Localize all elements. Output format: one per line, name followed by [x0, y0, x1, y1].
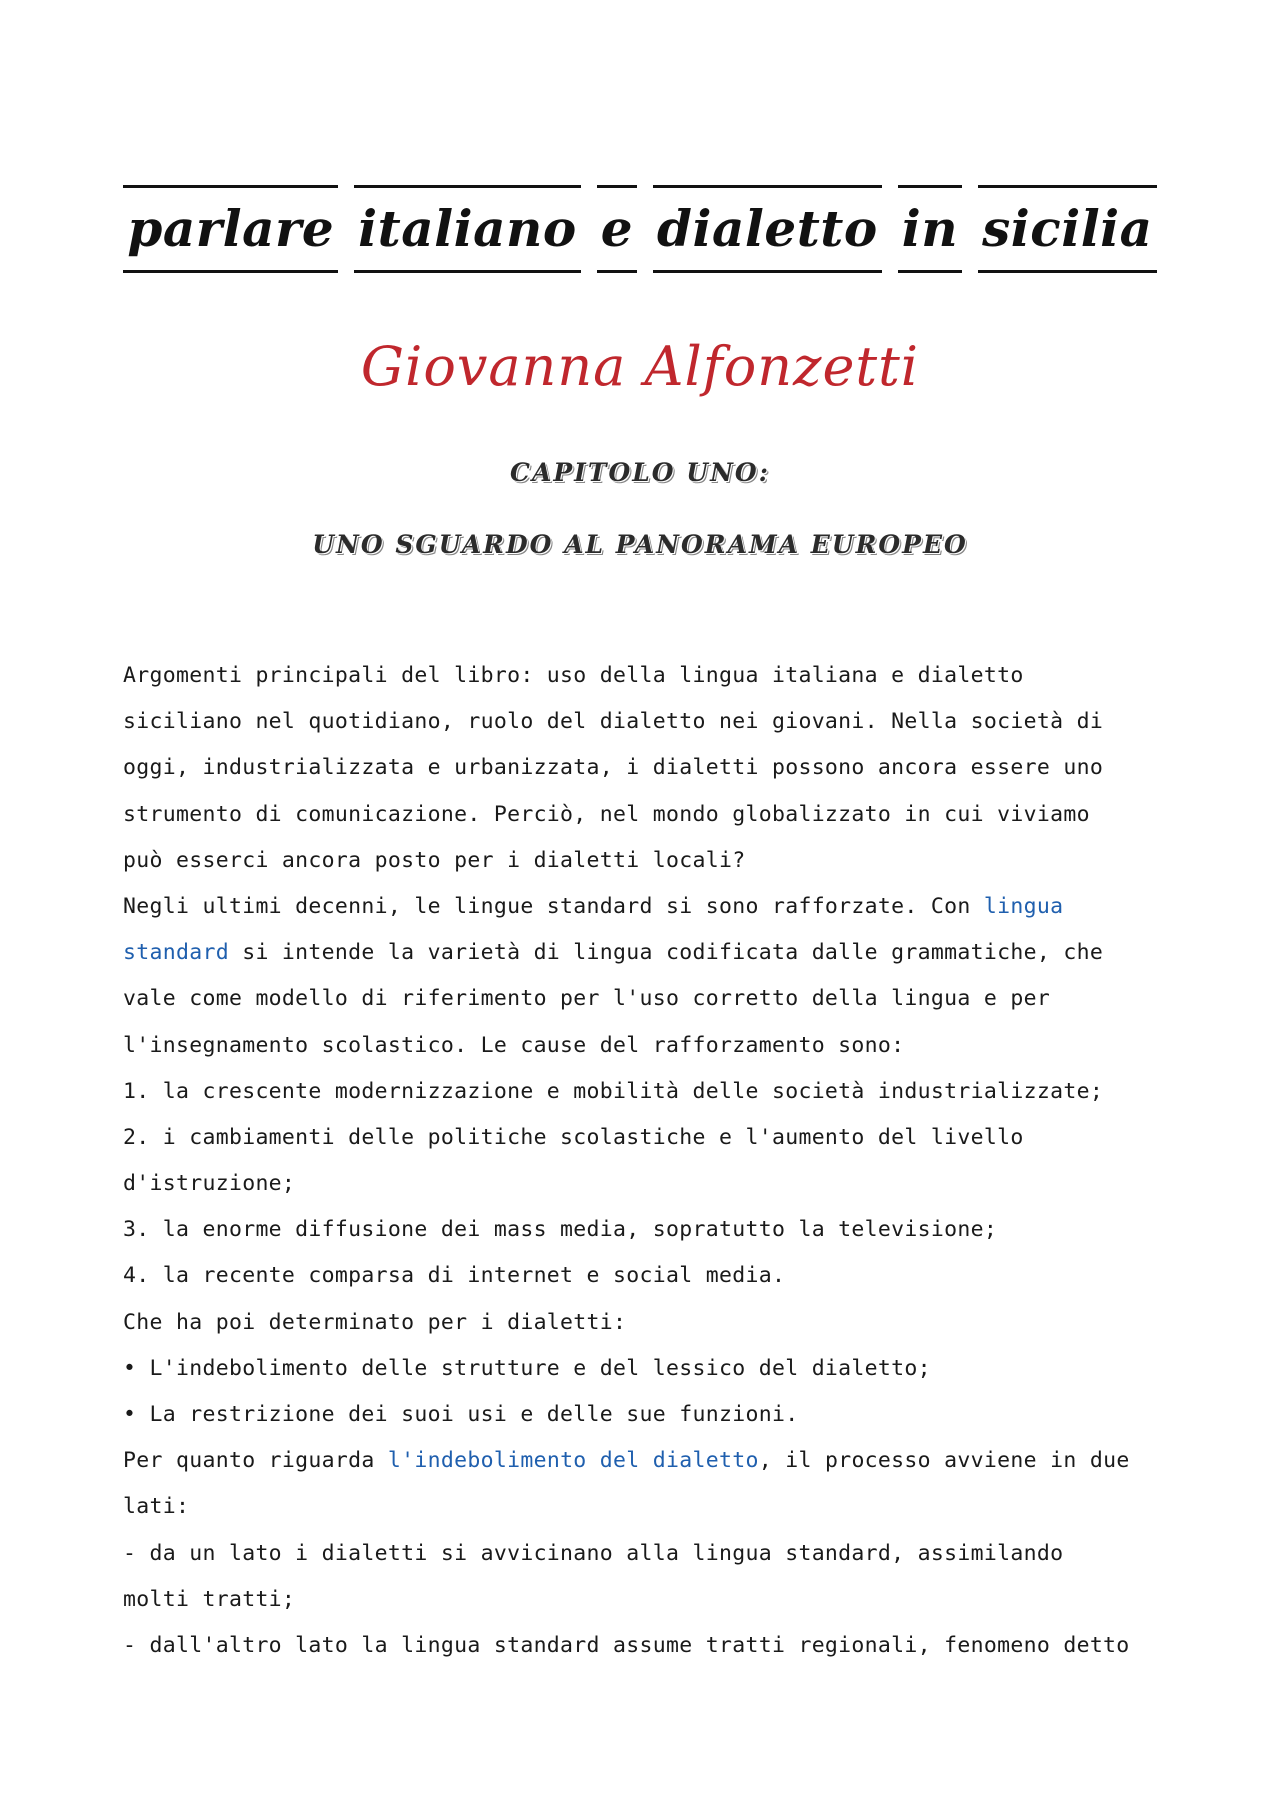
chapter-title-text: UNO SGUARDO AL PANORAMA EUROPEO: [312, 530, 968, 559]
author-name: Giovanna Alfonzetti: [360, 335, 920, 398]
body-line: [123, 930, 1183, 976]
body-text-run: può esserci ancora posto per i dialetti locali?: [123, 847, 746, 873]
body-text-run: l'insegnamento scolastico. Le cause del rafforzamento sono:: [123, 1032, 905, 1058]
body-line: [123, 1531, 1183, 1577]
body-text-run: si intende la varietà di lingua codificata dalle grammatiche, che: [228, 940, 1104, 966]
body-text-run: vale come modello di riferimento per l'uso corretto della lingua e per: [123, 986, 1051, 1012]
title-word: e: [597, 185, 637, 273]
body-text-run: Che ha poi determinato per i dialetti:: [123, 1309, 627, 1335]
highlighted-term: lingua: [983, 893, 1064, 919]
highlighted-term: standard: [123, 940, 229, 966]
title-word: italiano: [354, 185, 581, 273]
body-line: [123, 745, 1183, 791]
body-line: [123, 1346, 1183, 1392]
body-text-run: 1. la crescente modernizzazione e mobilità delle società industrializzate;: [123, 1078, 1104, 1104]
body-text-run: strumento di comunicazione. Perciò, nel mondo globalizzato in cui viviamo: [123, 801, 1090, 827]
body-line: [123, 1207, 1183, 1253]
body-text-run: 3. la enorme diffusione dei mass media, sopratutto la televisione;: [123, 1217, 998, 1243]
body-line: [123, 1484, 1183, 1530]
chapter-label-text: CAPITOLO UNO:: [510, 458, 770, 487]
body-text-run: Per quanto riguarda: [123, 1448, 388, 1474]
body-line: [123, 1438, 1183, 1484]
body-line: [123, 1392, 1183, 1438]
body-text-run: Negli ultimi decenni, le lingue standard si sono rafforzate. Con: [123, 893, 984, 919]
title-word: sicilia: [978, 185, 1156, 273]
body-line: [123, 1115, 1183, 1161]
body-line: [123, 792, 1183, 838]
body-text-run: siciliano nel quotidiano, ruolo del dialetto nei giovani. Nella società di: [123, 709, 1104, 735]
body-text-run: • La restrizione dei suoi usi e delle sue funzioni.: [123, 1402, 799, 1427]
highlighted-term: l'indebolimento del dialetto: [387, 1448, 759, 1474]
chapter-label: [0, 458, 1280, 487]
body-line: [123, 1023, 1183, 1069]
body-text-run: - da un lato i dialetti si avvicinano alla lingua standard, assimilando: [123, 1540, 1064, 1566]
document-title: [0, 185, 1280, 273]
body-line: [123, 1623, 1183, 1669]
title-word: parlare: [123, 185, 338, 273]
body-text-run: 4. la recente comparsa di internet e social media.: [123, 1263, 786, 1289]
body-text-run: , il processo avviene in due: [758, 1448, 1130, 1474]
body-line: [123, 699, 1183, 745]
body-text-run: • L'indebolimento delle strutture e del lessico del dialetto;: [123, 1355, 931, 1381]
title-word: dialetto: [653, 185, 882, 273]
body-line: [123, 838, 1183, 884]
body-text-run: - dall'altro lato la lingua standard assume tratti regionali, fenomeno detto: [123, 1632, 1130, 1658]
body-line: [123, 1300, 1183, 1346]
body-line: [123, 1161, 1183, 1207]
body-text-run: molti tratti;: [123, 1586, 296, 1612]
body-text-run: Argomenti principali del libro: uso della lingua italiana e dialetto: [123, 663, 1024, 688]
body-text-run: oggi, industrializzata e urbanizzata, i dialetti possono ancora essere uno: [123, 755, 1104, 781]
body-line: [123, 653, 1183, 699]
body-line: [123, 884, 1183, 930]
body-text-run: 2. i cambiamenti delle politiche scolastiche e l'aumento del livello: [123, 1124, 1024, 1150]
body-text-run: lati:: [123, 1494, 190, 1520]
title-word: in: [898, 185, 962, 273]
body-text-run: d'istruzione;: [123, 1171, 296, 1197]
body-line: [123, 1577, 1183, 1623]
body-line: [123, 1069, 1183, 1115]
chapter-title: [0, 530, 1280, 559]
body-text: [123, 653, 1183, 1669]
body-line: [123, 1253, 1183, 1299]
body-line: [123, 976, 1183, 1022]
